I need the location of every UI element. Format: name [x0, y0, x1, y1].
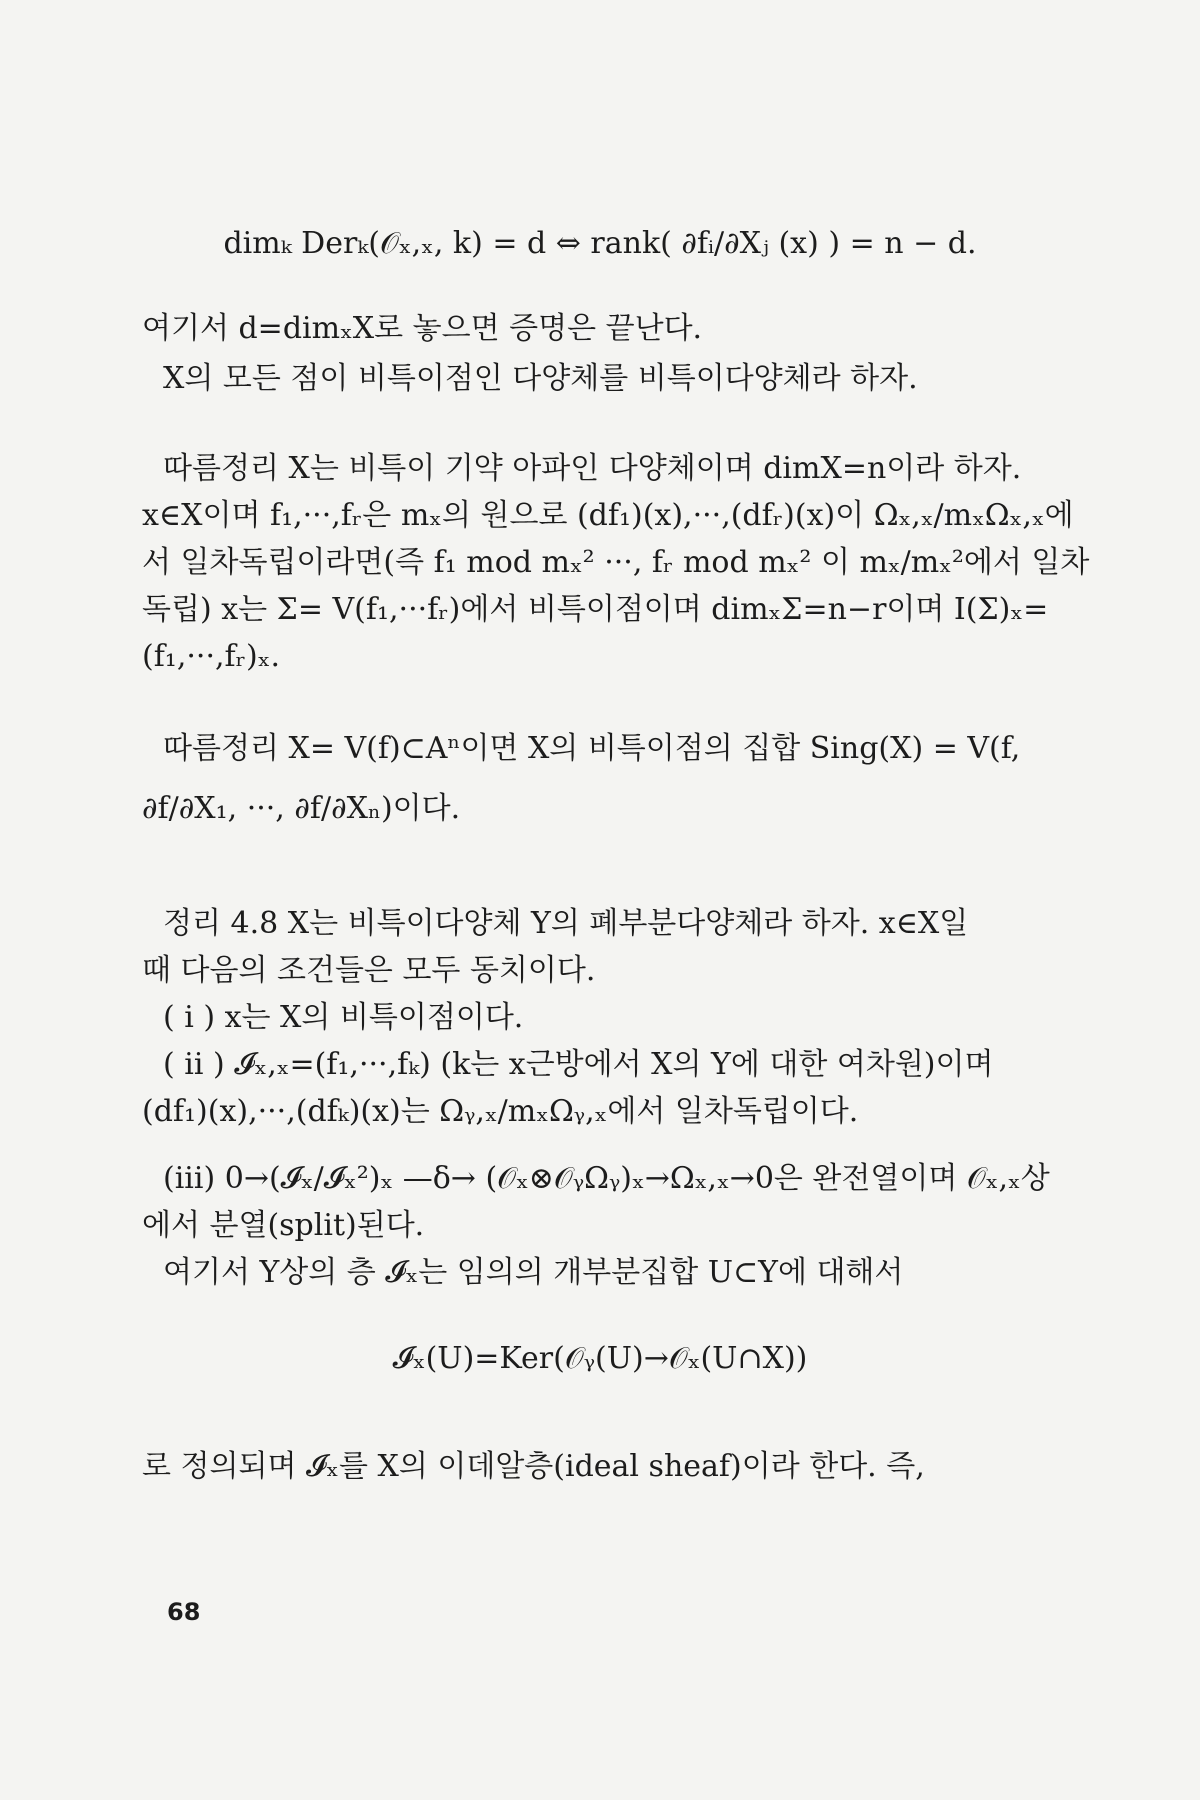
corollary-2-line-1: 따름정리 X= V(f)⊂Aⁿ이면 X의 비특이점의 집합 Sing(X) = V(f,	[163, 731, 1021, 766]
theorem-4-8-line-1: 정리 4.8 X는 비특이다양체 Y의 폐부분다양체라 하자. x∈X일	[163, 906, 969, 941]
condition-ii-line-1: ( ii ) 𝓘ₓ,ₓ=(f₁,···,fₖ) (k는 x근방에서 X의 Y에 대한 여차원)이며	[163, 1047, 994, 1082]
page-number: 68	[167, 1598, 201, 1626]
equation-dim-der: dimₖ Derₖ(𝒪ₓ,ₓ, k) = d ⇔ rank( ∂fᵢ/∂Xⱼ (x) ) = n − d.	[223, 226, 977, 261]
paragraph-proof-end: 여기서 d=dimₓX로 놓으면 증명은 끝난다.	[142, 311, 703, 346]
theorem-4-8-line-2: 때 다음의 조건들은 모두 동치이다.	[142, 953, 596, 988]
ideal-sheaf-intro: 여기서 Y상의 층 𝓘ₓ는 임의의 개부분집합 U⊂Y에 대해서	[163, 1255, 904, 1290]
corollary-1-line-3: 서 일차독립이라면(즉 f₁ mod mₓ² ···, fᵣ mod mₓ² 이 mₓ/mₓ²에서 일차	[142, 545, 1090, 580]
corollary-1-line-2: x∈X이며 f₁,···,fᵣ은 mₓ의 원으로 (df₁)(x),···,(dfᵣ)(x)이 Ωₓ,ₓ/mₓΩₓ,ₓ에	[142, 498, 1074, 533]
condition-iii-line-2: 에서 분열(split)된다.	[142, 1208, 425, 1243]
equation-ideal-sheaf: 𝓘ₓ(U)=Ker(𝒪ᵧ(U)→𝒪ₓ(U∩X))	[392, 1341, 808, 1376]
condition-i: ( i ) x는 X의 비특이점이다.	[163, 1000, 524, 1035]
corollary-1-line-1: 따름정리 X는 비특이 기약 아파인 다양체이며 dimX=n이라 하자.	[163, 451, 1022, 486]
corollary-2-line-2: ∂f/∂X₁, ···, ∂f/∂Xₙ)이다.	[142, 791, 461, 826]
paragraph-ideal-sheaf-definition: 로 정의되며 𝓘ₓ를 X의 이데알층(ideal sheaf)이라 한다. 즉,	[142, 1449, 925, 1484]
condition-iii-line-1: (iii) 0→(𝓘ₓ/𝓘ₓ²)ₓ —δ→ (𝒪ₓ⊗𝒪ᵧΩᵧ)ₓ→Ωₓ,ₓ→0은 완전열이며 𝒪ₓ,ₓ상	[163, 1161, 1050, 1196]
condition-ii-line-2: (df₁)(x),···,(dfₖ)(x)는 Ωᵧ,ₓ/mₓΩᵧ,ₓ에서 일차독립이다.	[142, 1094, 859, 1129]
paragraph-nonsingular-definition: X의 모든 점이 비특이점인 다양체를 비특이다양체라 하자.	[163, 361, 918, 396]
corollary-1-line-5: (f₁,···,fᵣ)ₓ.	[142, 639, 280, 674]
corollary-1-line-4: 독립) x는 Σ= V(f₁,···fᵣ)에서 비특이점이며 dimₓΣ=n−r이며 I(Σ)ₓ=	[142, 592, 1049, 627]
